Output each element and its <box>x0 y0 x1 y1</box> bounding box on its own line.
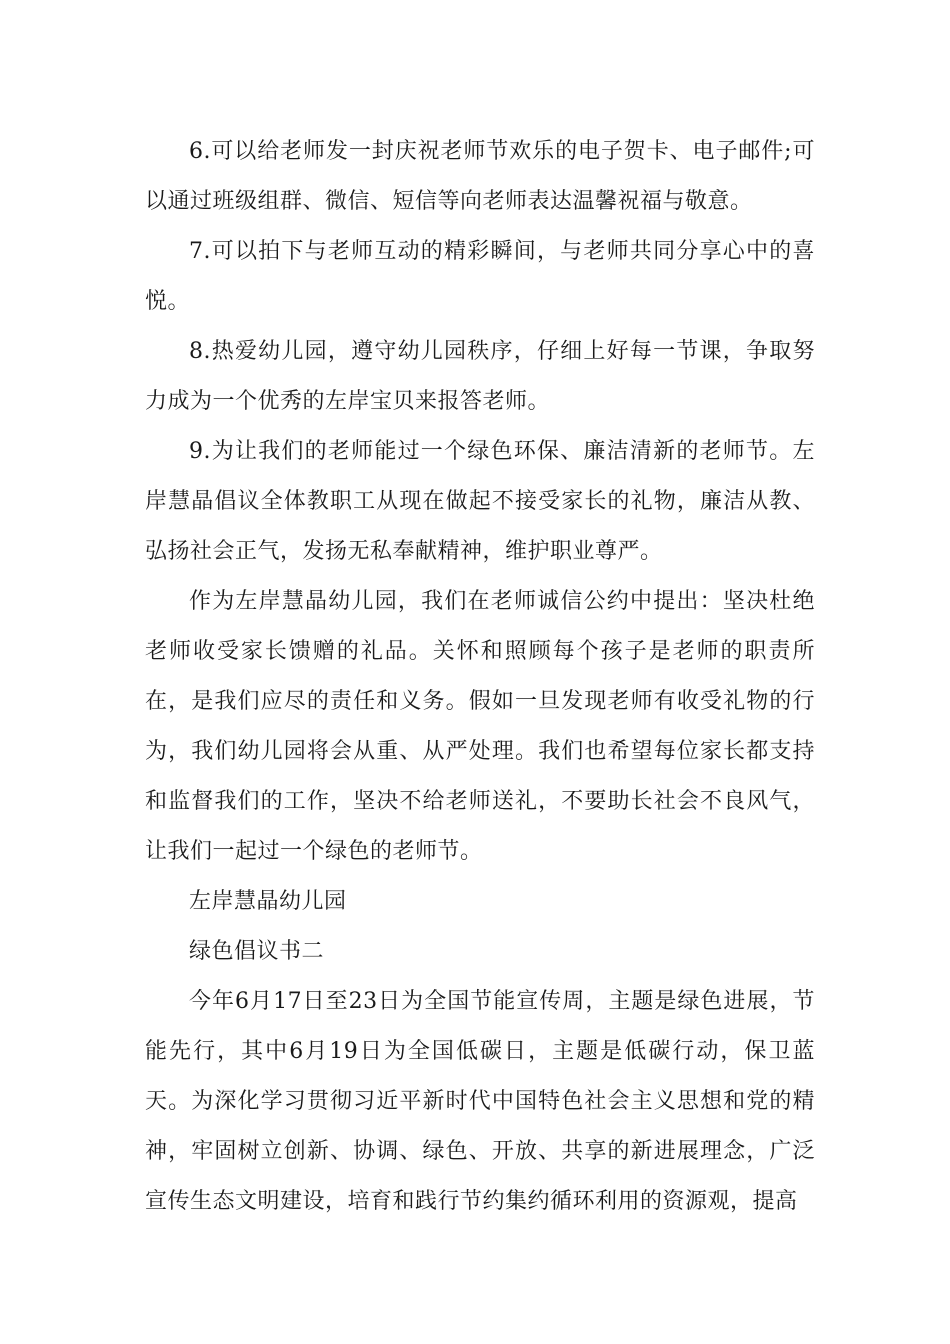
paragraph-energy-week: 今年6月17日至23日为全国节能宣传周，主题是绿色进展，节能先行，其中6月19日为全国低碳日，主题是低碳行动，保卫蓝天。为深化学习贯彻习近平新时代中国特色社会主义思想和党的精神，牢固树立创新、协调、绿色、开放、共享的新进展理念，广泛宣传生态文明建设，培育和践行节约集约循环利用的资源观，提高 <box>145 989 815 1214</box>
section-title-proposal-two: 绿色倡议书二 <box>189 939 325 964</box>
paragraph-item-9: 9.为让我们的老师能过一个绿色环保、廉洁清新的老师节。左岸慧晶倡议全体教职工从现在做起不接受家长的礼物，廉洁从教、弘扬社会正气，发扬无私奉献精神，维护职业尊严。 <box>145 439 815 564</box>
signature-kindergarten: 左岸慧晶幼儿园 <box>189 889 347 914</box>
paragraph-item-7: 7.可以拍下与老师互动的精彩瞬间，与老师共同分享心中的喜悦。 <box>145 239 815 314</box>
paragraph-item-6: 6.可以给老师发一封庆祝老师节欢乐的电子贺卡、电子邮件;可以通过班级组群、微信、短信等向老师表达温馨祝福与敬意。 <box>145 139 815 214</box>
paragraph-statement: 作为左岸慧晶幼儿园，我们在老师诚信公约中提出：坚决杜绝老师收受家长馈赠的礼品。关怀和照顾每个孩子是老师的职责所在，是我们应尽的责任和义务。假如一旦发现老师有收受礼物的行为，我们幼儿园将会从重、从严处理。我们也希望每位家长都支持和监督我们的工作，坚决不给老师送礼，不要助长社会不良风气，让我们一起过一个绿色的老师节。 <box>145 589 815 864</box>
document-body <box>145 127 815 1227</box>
paragraph-item-8: 8.热爱幼儿园，遵守幼儿园秩序，仔细上好每一节课，争取努力成为一个优秀的左岸宝贝来报答老师。 <box>145 339 815 414</box>
